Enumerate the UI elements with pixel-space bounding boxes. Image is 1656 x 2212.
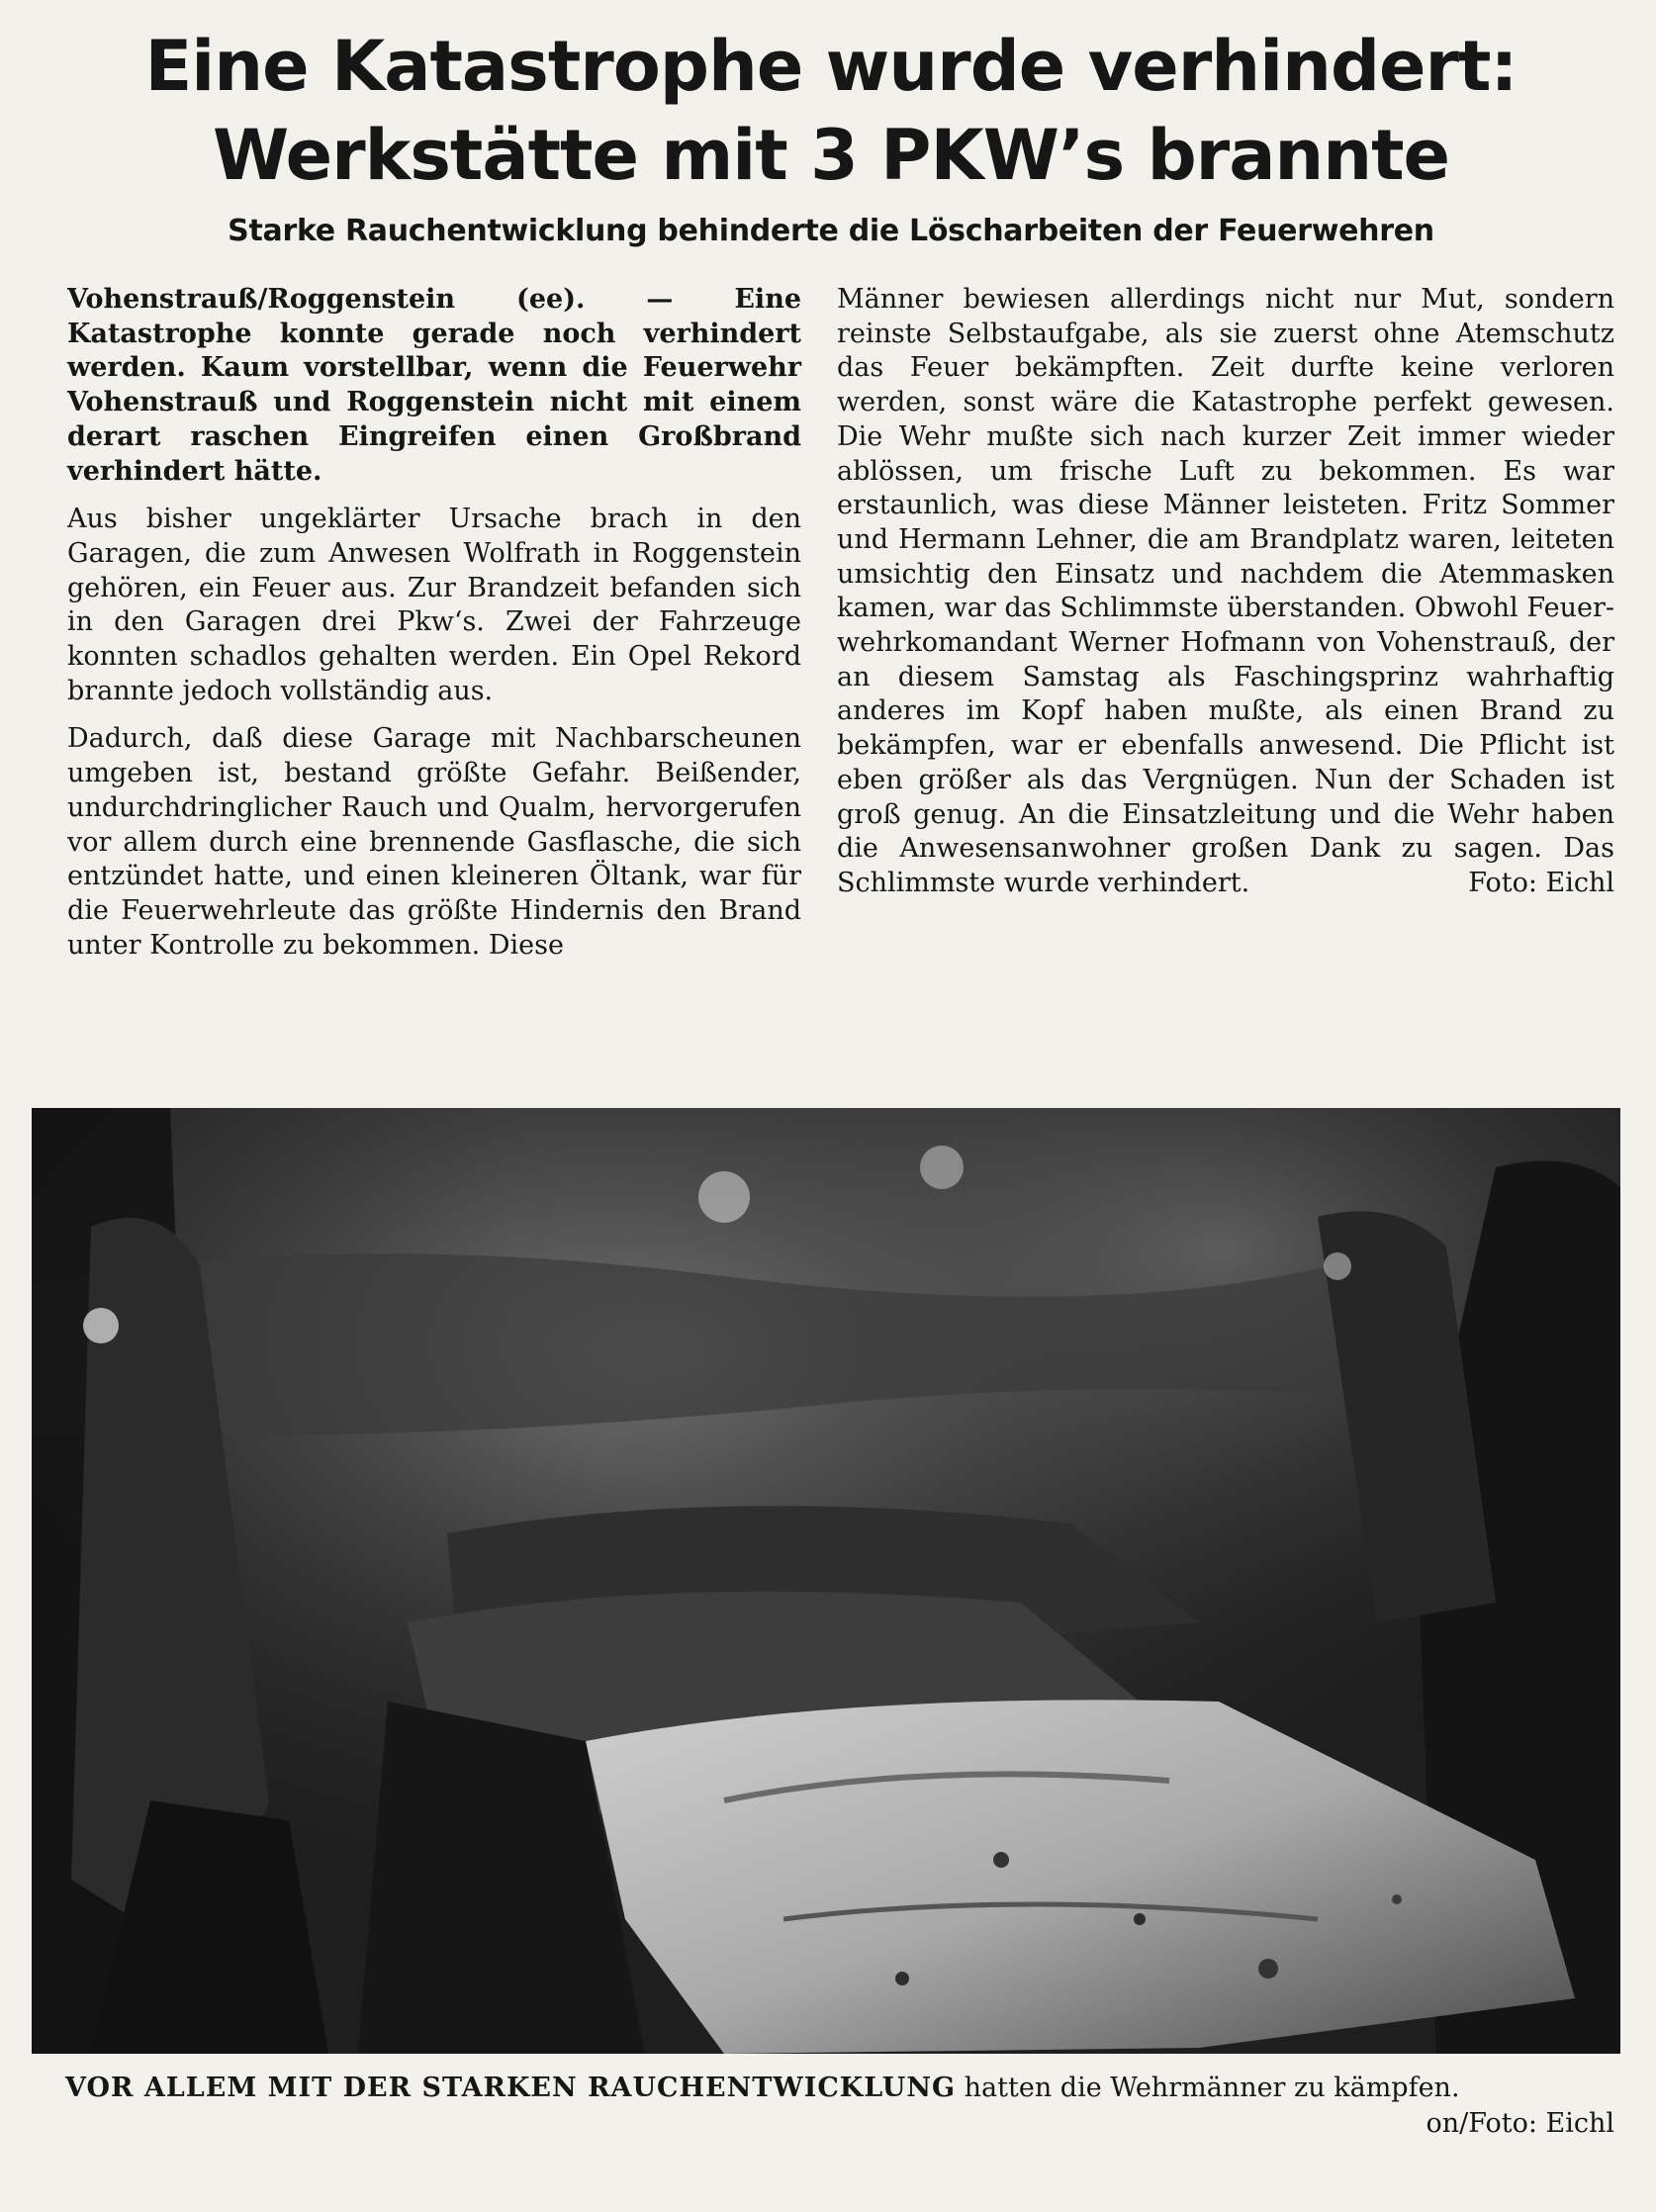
article-paragraph-continued — [837, 283, 1614, 901]
subheadline: Starke Rauchentwicklung behinderte die Löscharbeiten der Feuerwehren — [228, 214, 1434, 248]
photo-image — [32, 1108, 1620, 2054]
caption-text — [65, 2072, 1614, 2105]
article-paragraph: Männer bewiesen allerdings nicht nur Mut, sondern reinste Selbstaufgabe, als sie zuerst ohne Atemschutz das Feuer bekämpften. Zeit durfte keine verloren werden, sonst wäre die Katastrophe perfekt gewesen. Die Wehr mußte sich nach kurzer Zeit immer wieder ablössen, um frische Luft zu bekommen. Es war erstaunlich, was diese Männer leisteten. Fritz Sommer und Hermann Lehner, die am Brandplatz waren, leiteten umsichtig den Einsatz und nachdem die Atemmasken kamen, war das Schlimmste überstanden. Obwohl Feuerwehrkomandant Werner Hofmann von Vohenstrauß, der an diesem Samstag als Faschingsprinz wahrhaftig anderes im Kopf haben mußte, als einen Brand zu bekämpfen, war er ebenfalls anwesend. Die Pflicht ist eben größer als das Vergnügen. Nun der Schaden ist groß genug. An die Einsatzleitung und die Wehr haben die Anwesensanwohner großen Dank zu sagen. Das Schlimmste wurde verhindert. — [837, 284, 1614, 898]
article-column-right — [837, 283, 1614, 901]
caption-credit: on/Foto: Eichl — [1426, 2108, 1614, 2139]
foto-credit: Foto: Eichl — [1468, 867, 1614, 898]
caption-body: hatten die Wehrmänner zu kämpfen. — [956, 2073, 1460, 2103]
headline-line-1: Eine Katastrophe wurde verhindert: — [144, 26, 1518, 107]
headline-line-2: Werkstätte mit 3 PKW’s brannte — [212, 115, 1450, 196]
article-paragraph: Aus bisher ungeklärter Ursache brach in den Garagen, die zum Anwesen Wolfrath in Roggenstein gehören, ein Feuer aus. Zur Brandzeit befanden sich in den Garagen drei Pkw‘s. Zwei der Fahrzeuge konnten schadlos gehalten werden. Ein Opel Rekord brannte jedoch vollständig aus. — [67, 504, 801, 706]
article-paragraph: Dadurch, daß diese Garage mit Nachbarscheunen umgeben ist, bestand größte Gefahr. Beißender, undurchdringlicher Rauch und Qualm, hervorgerufen vor allem durch eine brennende Gasflasche, die sich entzündet hatte, und einen kleineren Öltank, war für die Feuerwehrleute das größte Hindernis den Brand unter Kontrolle zu bekommen. Diese — [67, 723, 801, 961]
article-column-left — [67, 283, 801, 963]
article-lead: Vohenstrauß/Roggenstein (ee). — Eine Katastrophe konnte gerade noch verhindert werden. Kaum vorstellbar, wenn die Feuerwehr Vohenstrauß und Roggenstein nicht mit einem derart raschen Eingreifen einen Großbrand verhindert hätte. — [67, 284, 801, 487]
headline — [40, 22, 1622, 200]
photo-caption — [65, 2072, 1614, 2141]
caption-lead: VOR ALLEM MIT DER STARKEN RAUCHENTWICKLUNG — [65, 2073, 957, 2103]
news-photo — [32, 1108, 1620, 2054]
